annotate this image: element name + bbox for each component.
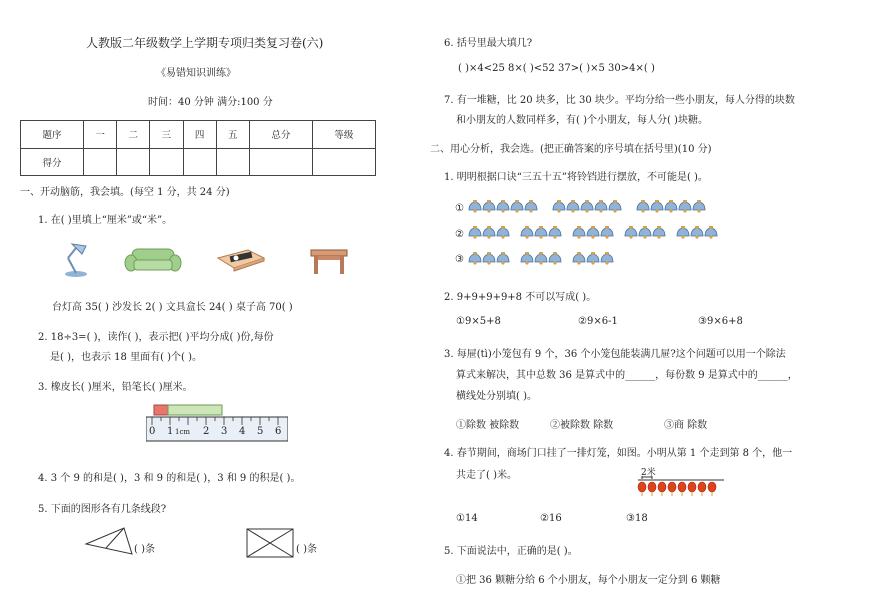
question-5: 5. 下面的图形各有几条线段? — [38, 504, 167, 515]
choice-1-option-3-label: ③ — [455, 254, 464, 265]
ruler-tick-1: 1 — [167, 426, 174, 437]
score-header-cell: 四 — [183, 121, 216, 149]
score-header-cell: 等级 — [312, 121, 375, 149]
question-5-answer-b: ( )条 — [296, 544, 317, 555]
choice-4-option-1: ①14 — [456, 513, 478, 524]
ruler-unit-label: 1cm — [175, 428, 191, 436]
choice-4-option-2: ②16 — [540, 513, 562, 524]
ruler-tick-5: 5 — [257, 426, 264, 437]
choice-1-option-1-label: ① — [455, 203, 464, 214]
bells-figure — [468, 198, 728, 272]
question-2-line-2: 是( )，也表示 18 里面有( )个( )。 — [50, 352, 203, 363]
question-2-line-1: 2. 18÷3=( )，读作( )，表示把( )平均分成( )份,每份 — [38, 332, 274, 343]
choice-question-3-line-3: 横线处分别填( )。 — [456, 391, 537, 402]
section-1-heading: 一、开动脑筋，我会填。(每空 1 分，共 24 分) — [20, 187, 230, 198]
table-icon — [308, 246, 350, 276]
triangle-figure — [84, 526, 134, 556]
choice-2-option-3: ③9×6+8 — [698, 316, 743, 327]
rectangle-figure — [246, 528, 294, 558]
sofa-icon — [124, 245, 182, 275]
score-cell[interactable] — [312, 148, 375, 176]
choice-3-option-1: ①除数 被除数 — [456, 420, 520, 431]
score-header-cell: 一 — [84, 121, 117, 149]
eraser-icon — [154, 405, 168, 415]
desk-lamp-icon — [60, 240, 92, 278]
ruler-tick-0: 0 — [149, 426, 156, 437]
choice-question-5: 5. 下面说法中，正确的是( )。 — [444, 546, 578, 557]
ruler-tick-6: 6 — [275, 426, 282, 437]
ruler-figure — [146, 403, 288, 443]
choice-2-option-2: ②9×6-1 — [578, 316, 618, 327]
score-cell[interactable] — [84, 148, 117, 176]
score-header-cell: 二 — [117, 121, 150, 149]
question-6-items: ( )×4<25 8×( )<52 37>( )×5 30>4×( ) — [458, 63, 655, 74]
question-1-items: 台灯高 35( ) 沙发长 2( ) 文具盒长 24( ) 桌子高 70( ) — [52, 302, 293, 313]
choice-question-2: 2. 9+9+9+9+8 不可以写成( )。 — [444, 292, 597, 303]
choice-3-option-2: ②被除数 除数 — [550, 420, 614, 431]
pencil-box-icon — [214, 246, 266, 272]
score-table — [20, 120, 376, 176]
lanterns-figure — [636, 474, 726, 500]
choice-question-3-line-2: 算式来解决，其中总数 36 是算式中的______，每份数 9 是算式中的______， — [456, 370, 798, 381]
section-2-heading: 二、用心分析，我会选。(把正确答案的序号填在括号里)(10 分) — [430, 144, 712, 155]
ruler-tick-4: 4 — [239, 426, 246, 437]
exam-subtitle: 《易错知识训练》 — [156, 68, 236, 79]
score-cell[interactable] — [183, 148, 216, 176]
ruler-tick-3: 3 — [221, 426, 228, 437]
choice-2-option-1: ①9×5+8 — [456, 316, 501, 327]
exam-title: 人教版二年级数学上学期专项归类复习卷(六) — [86, 36, 324, 50]
choice-4-option-3: ③18 — [626, 513, 648, 524]
choice-question-3-line-1: 3. 每屉(tì)小笼包有 9 个，36 个小笼包能装满几屉?这个问题可以用一个除法 — [444, 349, 786, 360]
score-cell[interactable] — [150, 148, 183, 176]
choice-3-option-3: ③商 除数 — [664, 420, 708, 431]
pencil-icon — [168, 405, 222, 415]
ruler-tick-2: 2 — [203, 426, 210, 437]
score-cell[interactable] — [216, 148, 249, 176]
score-header-cell: 总分 — [249, 121, 312, 149]
score-cell[interactable] — [249, 148, 312, 176]
question-7-line-2: 和小朋友的人数同样多，有( )个小朋友，每人分( )块糖。 — [456, 115, 708, 126]
score-row-label: 得分 — [21, 148, 84, 176]
question-6: 6. 括号里最大填几? — [444, 38, 533, 49]
exam-time: 时间：40 分钟 满分:100 分 — [148, 97, 273, 108]
score-cell[interactable] — [117, 148, 150, 176]
score-header-cell: 五 — [216, 121, 249, 149]
lantern-spacing-label: 2米 — [641, 468, 656, 478]
score-header-cell: 三 — [150, 121, 183, 149]
choice-question-1: 1. 明明根据口诀“三五十五”将铃铛进行摆放，不可能是( )。 — [444, 172, 708, 183]
question-4: 4. 3 个 9 的和是( )，3 和 9 的和是( )，3 和 9 的积是( )。 — [38, 473, 301, 484]
choice-1-option-2-label: ② — [455, 229, 464, 240]
choice-5-option-1: ①把 36 颗糖分给 6 个小朋友，每个小朋友一定分到 6 颗糖 — [456, 575, 721, 586]
question-1: 1. 在( )里填上“厘米”或“米”。 — [38, 215, 173, 226]
choice-question-4-line-1: 4. 春节期间，商场门口挂了一排灯笼，如图。小明从第 1 个走到第 8 个，他一 — [444, 448, 793, 459]
score-header-cell: 题序 — [21, 121, 84, 149]
question-5-answer-a: ( )条 — [134, 544, 155, 555]
question-3: 3. 橡皮长( )厘米，铅笔长( )厘米。 — [38, 382, 193, 393]
choice-question-4-line-2: 共走了( )米。 — [456, 470, 517, 481]
question-7-line-1: 7. 有一堆糖，比 20 块多，比 30 块少。平均分给一些小朋友，每人分得的块数 — [444, 95, 795, 106]
